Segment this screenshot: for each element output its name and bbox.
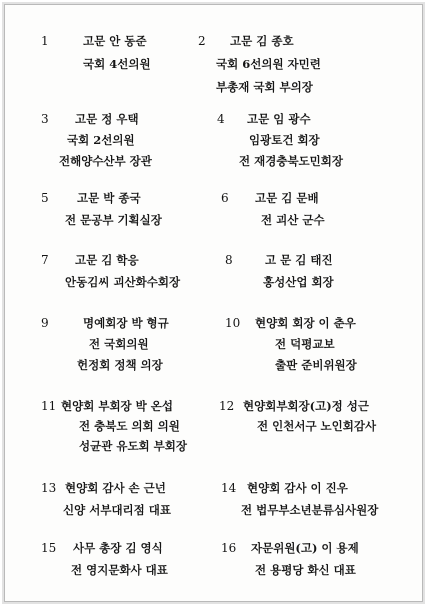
entry-12	[219, 398, 415, 435]
entry-6	[221, 190, 417, 229]
entry-detail: 전 영지문화사 대표	[71, 563, 168, 577]
entry-detail: 출판 준비위원장	[275, 358, 357, 372]
entry-title: 고문 박 종국	[77, 191, 141, 205]
entry-title: 현양회 감사 이 진우	[247, 481, 348, 495]
entry-detail: 전 재경충북도민회장	[239, 154, 343, 168]
entry-15	[41, 540, 237, 579]
entry-title: 고문 김 문배	[255, 191, 319, 205]
entry-detail: 전해양수산부 장관	[59, 154, 152, 168]
entry-title: 고문 정 우택	[75, 112, 139, 126]
entry-number: 1	[41, 34, 49, 48]
entry-title: 고 문 김 태진	[265, 253, 333, 267]
entry-number: 14	[221, 481, 237, 495]
entry-7	[41, 252, 237, 291]
entry-title: 자문위원(고) 이 용제	[251, 541, 359, 555]
entry-number: 13	[41, 481, 57, 495]
entry-detail: 홍성산업 회장	[263, 275, 334, 289]
entry-title: 고문 안 동준	[83, 34, 147, 48]
entry-detail: 전 문공부 기획실장	[65, 213, 162, 227]
entry-16	[221, 540, 417, 579]
entry-10	[225, 315, 421, 374]
entry-number: 8	[225, 253, 233, 267]
entry-number: 16	[221, 541, 237, 555]
entry-detail: 전 국회의원	[89, 337, 149, 351]
entry-number: 9	[41, 316, 49, 330]
entry-detail: 전 괴산 군수	[261, 213, 325, 227]
entry-9	[41, 315, 237, 374]
entry-detail: 헌정회 정책 의장	[77, 358, 163, 372]
entry-2	[198, 33, 394, 96]
entry-3	[41, 111, 237, 170]
entry-title: 고문 김 학응	[75, 253, 139, 267]
entry-title: 고문 김 종호	[230, 34, 294, 48]
entry-detail: 신양 서부대리점 대표	[63, 503, 171, 517]
entry-number: 12	[219, 399, 235, 413]
entry-detail: 국회 6선의원 자민련	[216, 57, 321, 71]
entry-14	[221, 480, 417, 519]
entry-detail: 부총재 국회 부의장	[216, 80, 313, 94]
entry-title: 현양회 부회장 박 온섭	[61, 399, 173, 413]
entry-detail: 전 덕평교보	[275, 337, 335, 351]
entry-detail: 전 용평당 화신 대표	[255, 563, 356, 577]
entry-title: 현양회 회장 이 춘우	[255, 316, 356, 330]
entry-number: 2	[198, 34, 206, 48]
entry-number: 6	[221, 191, 229, 205]
entry-detail: 전 인천서구 노인회감사	[257, 419, 377, 433]
entry-detail: 국회 2선의원	[67, 133, 135, 147]
entry-number: 11	[41, 399, 57, 413]
entry-detail: 전 법무부소년분류심사원장	[241, 503, 379, 517]
entry-number: 15	[41, 541, 57, 555]
entry-8	[225, 252, 421, 291]
document-page	[4, 4, 423, 602]
entry-number: 4	[217, 112, 225, 126]
entry-number: 10	[225, 316, 241, 330]
entry-5	[41, 190, 237, 229]
entry-detail: 국회 4선의원	[83, 57, 151, 71]
entry-title: 사무 총장 김 영식	[73, 541, 163, 555]
entry-13	[41, 480, 237, 519]
entry-number: 3	[41, 112, 49, 126]
entry-title: 현양회 감사 손 근넌	[65, 481, 166, 495]
entry-4	[217, 111, 413, 170]
entry-detail: 전 충북도 의회 의원	[79, 419, 180, 433]
entry-title: 명예회장 박 형규	[83, 316, 169, 330]
entry-detail: 임광토건 회장	[249, 133, 320, 147]
entry-number: 5	[41, 191, 49, 205]
entry-title: 현양회부회장(고)정 성근	[243, 399, 369, 413]
entry-title: 고문 임 광수	[247, 112, 311, 126]
entry-number: 7	[41, 253, 49, 267]
entry-detail: 안동김씨 괴산화수회장	[65, 275, 181, 289]
entry-11	[41, 398, 237, 455]
entry-detail: 성균관 유도회 부회장	[79, 439, 187, 453]
